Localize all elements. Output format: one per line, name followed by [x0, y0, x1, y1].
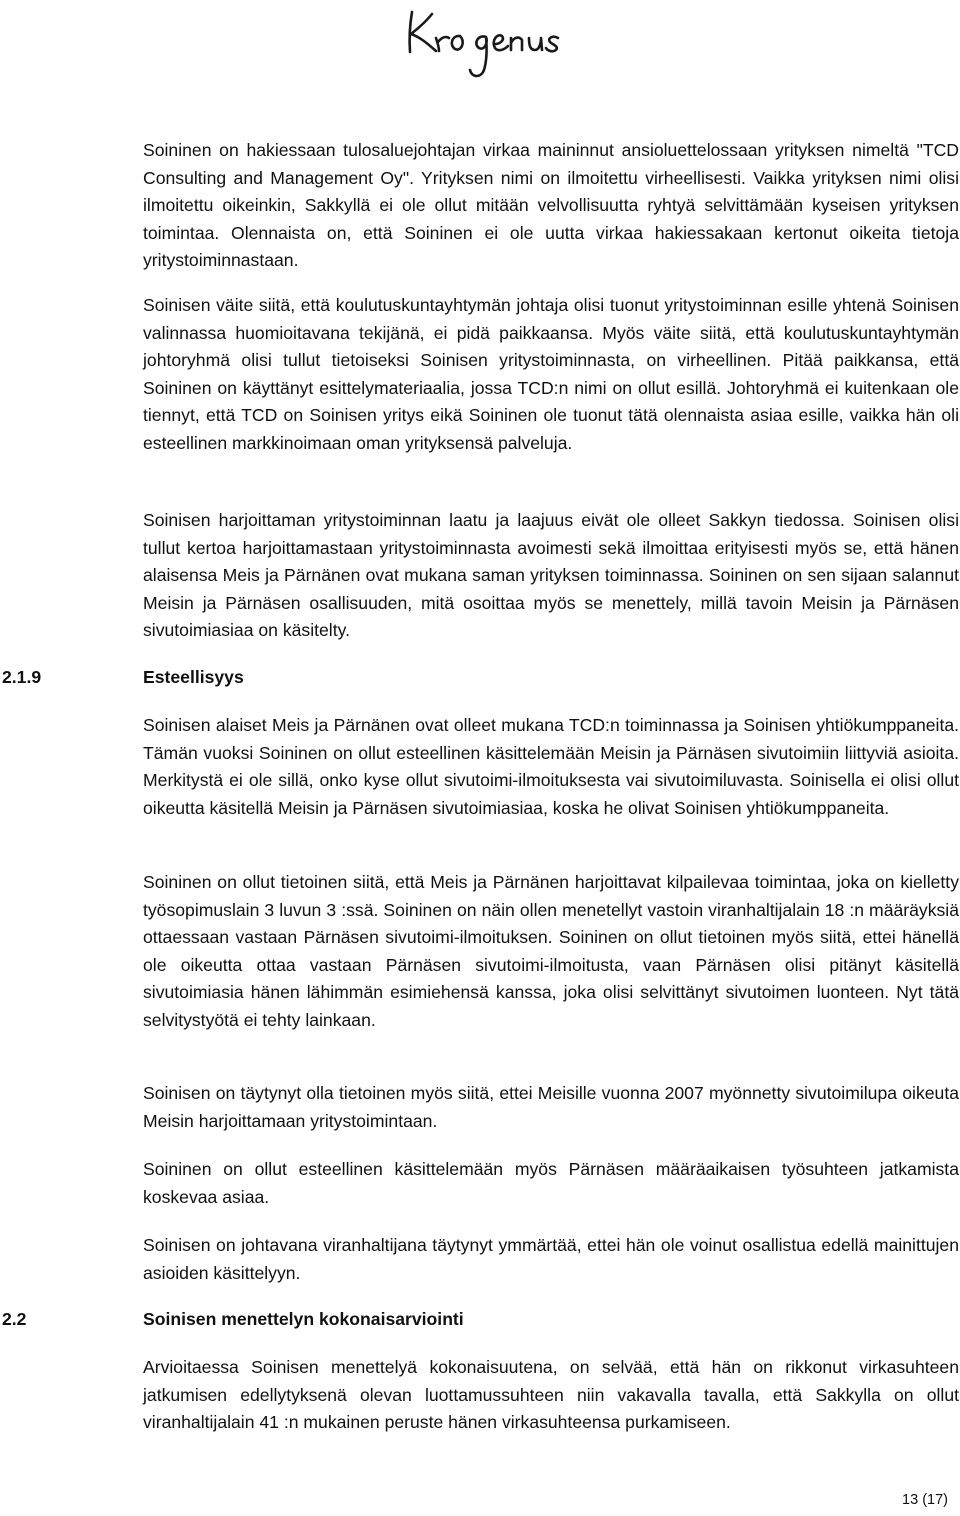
paragraph-8: Soinisen on johtavana viranhaltijana täytynyt ymmärtää, ettei hän ole voinut osallistua edellä mainittujen asioiden käsittelyyn. — [143, 1235, 959, 1283]
section-title-kokonaisarviointi: Soinisen menettelyn kokonaisarviointi — [143, 1309, 464, 1329]
paragraph-9: Arvioitaessa Soinisen menettelyä kokonaisuutena, on selvää, että hän on rikkonut virkasuhteen jatkumisen edellytyksenä olevan luottamussuhteen niin vakavalla tavalla, että Sakkylla on ollut viranhaltijalain 41 :n mukainen peruste hänen virkasuhteensa purkamiseen. — [143, 1357, 959, 1433]
paragraph-2: Soinisen väite siitä, että koulutuskuntayhtymän johtaja olisi tuonut yritystoiminnan esille yhtenä Soinisen valinnassa huomioitavana tekijänä, ei pidä paikkaansa. Myös väite siitä, että koulutuskuntayhtymän johtoryhmä olisi tullut tietoiseksi Soinisen yritystoiminnasta, on virheellinen. Pitää paikkansa, että Soininen on käyttänyt esittelymateriaalia, jossa TCD:n nimi on ollut esillä. Johtoryhmä ei kuitenkaan ole tiennyt, että TCD on Soinisen yritys eikä Soininen ole tuonut tätä olennaista asiaa esille, vaikka hän oli esteellinen markkinoimaan oman yrityksensä palveluja. — [143, 295, 959, 453]
paragraph-5: Soininen on ollut tietoinen siitä, että Meis ja Pärnänen harjoittavat kilpailevaa toimintaa, joka on kielletty työsopimuslain 3 luvun 3 :ssä. Soininen on näin ollen menetellyt vastoin viranhaltijalain 18 :n määräyksiä ottaessaan vastaan Pärnäsen sivutoimi-ilmoituksen. Soininen on ollut tietoinen myös siitä, ettei hänellä ole oikeutta ottaa vastaan Pärnäsen sivutoimi-ilmoitusta, vaan Pärnäsen olisi pitänyt käsitellä sivutoimiasia hänen lähimmän esimiehensä kanssa, joka olisi selvittänyt sivutoimen luonteen. Nyt tätä selvitystyötä ei tehty lainkaan. — [143, 872, 959, 1030]
paragraph-1: Soininen on hakiessaan tulosaluejohtajan virkaa maininnut ansioluettelossaan yrityksen nimeltä "TCD Consulting and Management Oy". Yrityksen nimi on ilmoitettu virheellisesti. Vaikka yrityksen nimi olisi ilmoitettu oikeinkin, Sakkyllä ei ole ollut mitään velvollisuutta ryhtyä selvittämään kyseisen yrityksen toimintaa. Olennaista on, että Soininen ei ole uutta virkaa hakiessakaan kertonut oikeita tietoja yritystoiminnastaan. — [143, 140, 959, 271]
krogerus-logo — [398, 4, 568, 82]
paragraph-6: Soinisen on täytynyt olla tietoinen myös siitä, ettei Meisille vuonna 2007 myönnetty sivutoimilupa oikeuta Meisin harjoittamaan yritystoimintaan. — [143, 1083, 959, 1131]
page-number: 13 (17) — [902, 1492, 948, 1508]
section-title-esteellisyys: Esteellisyys — [143, 667, 244, 687]
paragraph-7: Soininen on ollut esteellinen käsittelemään myös Pärnäsen määräaikaisen työsuhteen jatkamista koskevaa asiaa. — [143, 1159, 959, 1207]
section-number-2-1-9: 2.1.9 — [2, 667, 42, 687]
paragraph-3: Soinisen harjoittaman yritystoiminnan laatu ja laajuus eivät ole olleet Sakkyn tiedossa. Soinisen olisi tullut kertoa harjoittamastaan yritystoiminnasta avoimesti sekä ilmoittaa erityisesti myös se, että hänen alaisensa Meis ja Pärnänen ovat mukana saman yrityksen toiminnassa. Soininen on sen sijaan salannut Meisin ja Pärnäsen osallisuuden, mitä osoittaa myös se menettely, millä tavoin Meisin ja Pärnäsen sivutoimiasiaa on käsitelty. — [143, 510, 959, 641]
paragraph-4: Soinisen alaiset Meis ja Pärnänen ovat olleet mukana TCD:n toiminnassa ja Soinisen yhtiökumppaneita. Tämän vuoksi Soininen on ollut esteellinen käsittelemään Meisin ja Pärnäsen sivutoimiin liittyviä asioita. Merkitystä ei ole sillä, onko kyse ollut sivutoimi-ilmoituksesta vai sivutoimiluvasta. Soinisella ei olisi ollut oikeutta käsitellä Meisin ja Pärnäsen sivutoimiasiaa, koska he olivat Soinisen yhtiökumppaneita. — [143, 715, 959, 818]
krogerus-logo-icon — [398, 4, 568, 82]
section-number-2-2: 2.2 — [2, 1309, 27, 1329]
